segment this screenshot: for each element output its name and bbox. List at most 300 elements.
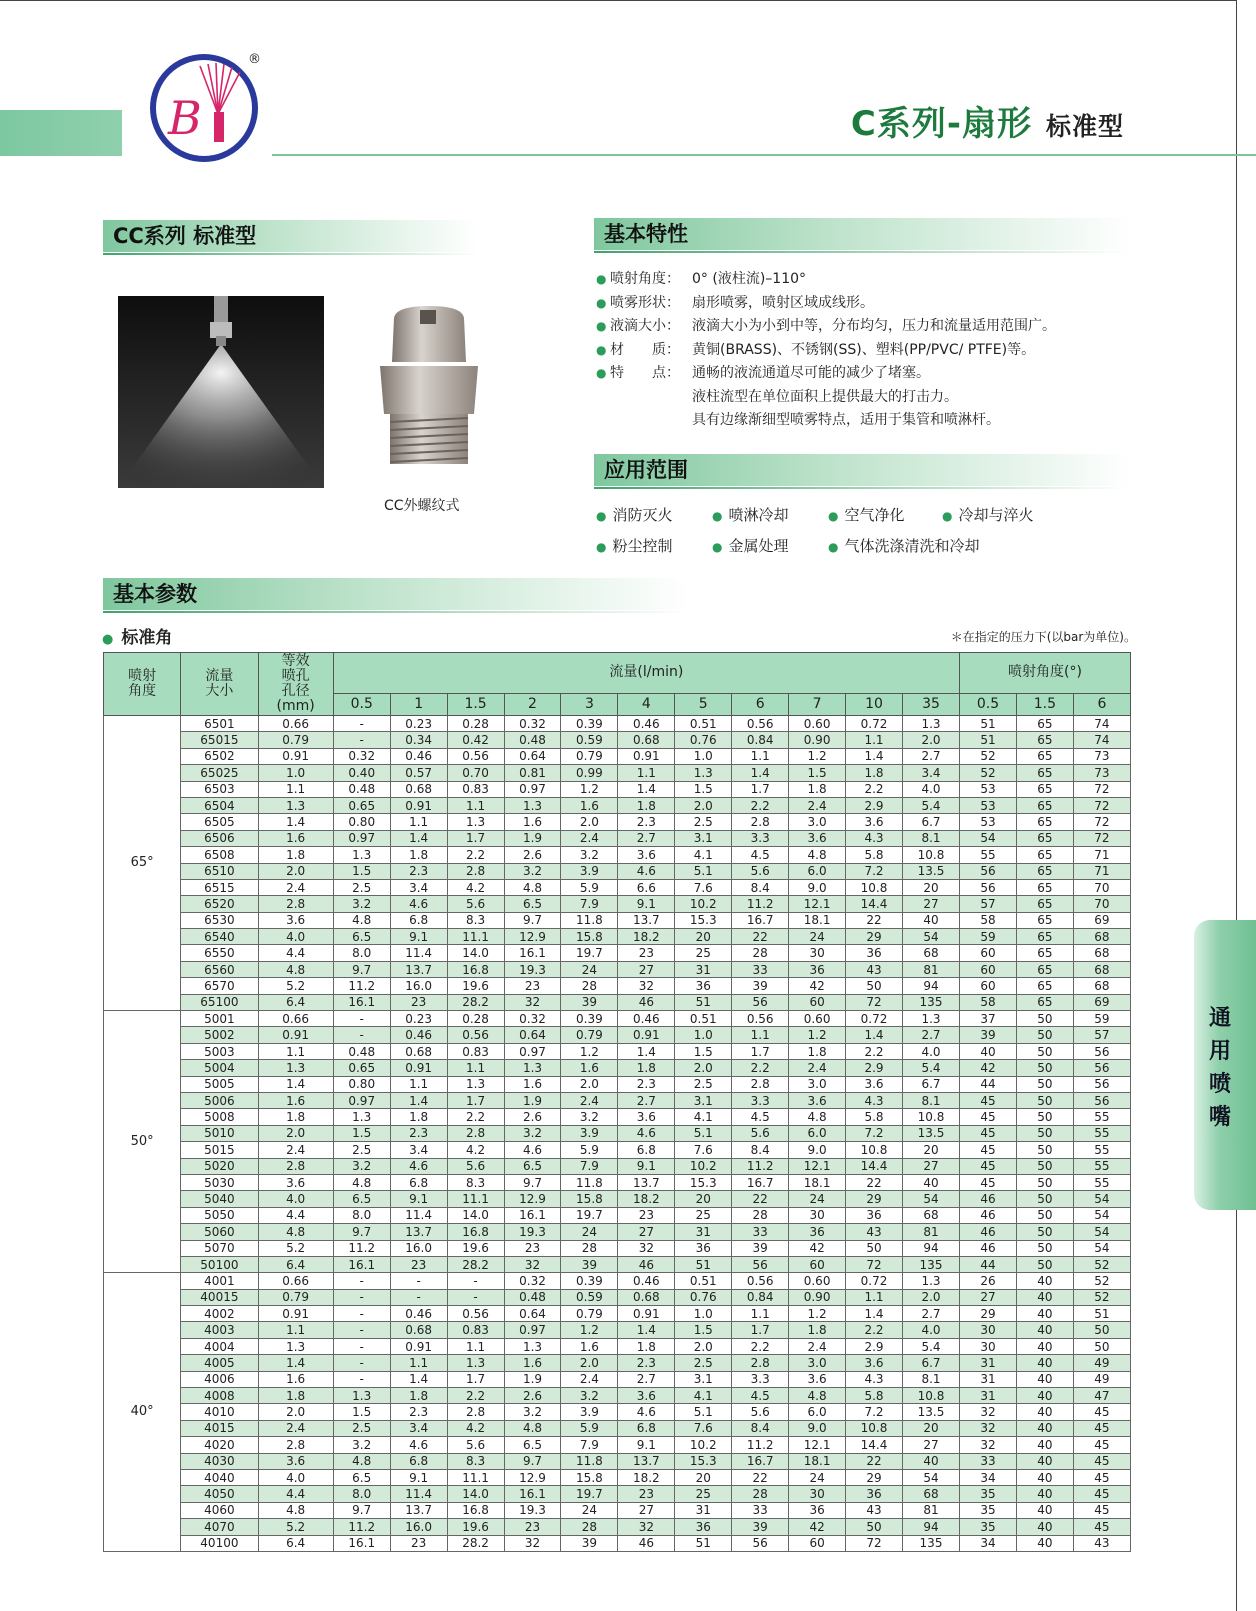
table-cell: 0.80 <box>333 814 390 830</box>
table-cell: 0.28 <box>447 716 504 732</box>
table-row <box>104 797 1131 813</box>
header-angle-group: 喷射角度(°) <box>960 653 1131 694</box>
table-cell: 29 <box>960 1306 1017 1322</box>
table-cell: 5.4 <box>902 1060 959 1076</box>
table-cell: 53 <box>960 797 1017 813</box>
table-cell: 4.2 <box>447 1142 504 1158</box>
table-cell: 10.8 <box>846 879 903 895</box>
table-cell: 0.76 <box>675 1289 732 1305</box>
table-cell: 3.2 <box>504 1125 561 1141</box>
pressure-header: 5 <box>675 693 732 716</box>
table-cell: 65025 <box>181 765 258 781</box>
table-cell: 16.1 <box>333 1535 390 1551</box>
table-cell: 4008 <box>181 1388 258 1404</box>
table-cell: 4.1 <box>675 1388 732 1404</box>
table-cell: 20 <box>902 1142 959 1158</box>
table-cell: 16.7 <box>732 912 789 928</box>
table-row <box>104 879 1131 895</box>
table-cell: 1.6 <box>561 1060 618 1076</box>
table-cell: 50 <box>1016 1142 1073 1158</box>
table-cell: 57 <box>960 896 1017 912</box>
table-cell: 30 <box>789 945 846 961</box>
table-cell: 3.2 <box>561 847 618 863</box>
table-row <box>104 847 1131 863</box>
table-cell: 1.3 <box>902 1273 959 1289</box>
table-cell: 46 <box>618 1535 675 1551</box>
table-cell: 5010 <box>181 1125 258 1141</box>
table-cell: 27 <box>618 961 675 977</box>
table-cell: 4.4 <box>258 1486 333 1502</box>
table-cell: 5.1 <box>675 1125 732 1141</box>
table-cell: 0.83 <box>447 781 504 797</box>
table-cell: 1.5 <box>789 765 846 781</box>
table-cell: 20 <box>675 1469 732 1485</box>
table-cell: 49 <box>1073 1371 1130 1387</box>
table-cell: 1.5 <box>675 1322 732 1338</box>
table-cell: 0.84 <box>732 732 789 748</box>
table-cell: 6.5 <box>504 1437 561 1453</box>
table-cell: 12.9 <box>504 1191 561 1207</box>
header-accent-bar <box>0 110 122 156</box>
table-cell: 81 <box>902 1224 959 1240</box>
table-cell: 56 <box>1073 1060 1130 1076</box>
table-cell: - <box>333 1355 390 1371</box>
table-cell: 2.7 <box>902 1306 959 1322</box>
feature-item: ● 喷雾形状： 扇形喷雾，喷射区域成线形。 <box>596 294 874 311</box>
table-cell: 14.0 <box>447 1207 504 1223</box>
table-cell: 6.0 <box>789 1404 846 1420</box>
table-cell: 3.6 <box>846 814 903 830</box>
table-cell: 40 <box>1016 1453 1073 1469</box>
frame-top-line <box>0 0 1237 1</box>
table-cell: 12.1 <box>789 1158 846 1174</box>
table-cell: 12.9 <box>504 929 561 945</box>
table-cell: 50 <box>1016 1092 1073 1108</box>
spray-angle-cell: 40° <box>104 1273 181 1552</box>
table-cell: 26 <box>960 1273 1017 1289</box>
table-cell: 49 <box>1073 1355 1130 1371</box>
table-cell: - <box>333 1027 390 1043</box>
table-cell: 5.2 <box>258 978 333 994</box>
table-cell: 19.7 <box>561 1207 618 1223</box>
table-cell: 0.48 <box>504 1289 561 1305</box>
table-cell: 6.5 <box>504 896 561 912</box>
table-cell: 0.80 <box>333 1076 390 1092</box>
table-cell: 19.6 <box>447 1240 504 1256</box>
table-cell: 0.91 <box>258 1027 333 1043</box>
section-params: 基本参数 <box>103 578 689 610</box>
table-cell: 1.8 <box>618 1060 675 1076</box>
table-cell: 12.1 <box>789 1437 846 1453</box>
table-cell: 46 <box>960 1207 1017 1223</box>
table-cell: 4.8 <box>333 1174 390 1190</box>
table-cell: 19.3 <box>504 1224 561 1240</box>
table-cell: 5005 <box>181 1076 258 1092</box>
feature-item: ● 材 质： 黄铜(BRASS)、不锈钢(SS)、塑料(PP/PVC/ PTFE)等。 <box>596 341 1036 358</box>
table-cell: 1.6 <box>504 1076 561 1092</box>
table-cell: 11.4 <box>390 1486 447 1502</box>
table-cell: 6.7 <box>902 814 959 830</box>
table-cell: 1.3 <box>504 1338 561 1354</box>
table-cell: 1.8 <box>789 1043 846 1059</box>
table-cell: 74 <box>1073 716 1130 732</box>
table-cell: 0.79 <box>561 1027 618 1043</box>
table-cell: 15.8 <box>561 929 618 945</box>
table-cell: 22 <box>732 1469 789 1485</box>
brand-logo <box>148 52 260 164</box>
table-cell: 1.4 <box>732 765 789 781</box>
table-cell: 0.65 <box>333 797 390 813</box>
table-cell: 68 <box>1073 945 1130 961</box>
table-cell: 2.8 <box>732 1076 789 1092</box>
table-cell: 1.3 <box>333 1109 390 1125</box>
table-cell: 2.5 <box>333 879 390 895</box>
table-cell: 2.5 <box>675 814 732 830</box>
table-row <box>104 1535 1131 1551</box>
table-cell: 0.46 <box>618 716 675 732</box>
table-cell: 10.8 <box>902 1109 959 1125</box>
table-cell: 35 <box>960 1519 1017 1535</box>
table-cell: 20 <box>902 879 959 895</box>
table-cell: 31 <box>960 1388 1017 1404</box>
table-cell: 16.1 <box>333 1256 390 1272</box>
table-row <box>104 1338 1131 1354</box>
table-cell: 3.0 <box>789 1076 846 1092</box>
table-cell: 0.23 <box>390 716 447 732</box>
header-flow-group: 流量(l/min) <box>333 653 959 694</box>
angle-pressure-header: 0.5 <box>960 693 1017 716</box>
table-cell: 2.3 <box>390 863 447 879</box>
table-cell: 15.8 <box>561 1469 618 1485</box>
table-cell: 0.39 <box>561 716 618 732</box>
table-cell: 10.8 <box>846 1420 903 1436</box>
table-cell: 15.3 <box>675 1453 732 1469</box>
table-cell: 1.3 <box>258 797 333 813</box>
pressure-header: 0.5 <box>333 693 390 716</box>
table-cell: 0.48 <box>504 732 561 748</box>
table-cell: 31 <box>675 1502 732 1518</box>
table-cell: 2.0 <box>902 1289 959 1305</box>
table-cell: 8.3 <box>447 1453 504 1469</box>
table-cell: 2.4 <box>258 1420 333 1436</box>
table-cell: 6.7 <box>902 1355 959 1371</box>
table-cell: 0.97 <box>333 1092 390 1108</box>
table-cell: 19.7 <box>561 945 618 961</box>
table-cell: 60 <box>789 1535 846 1551</box>
table-cell: 3.6 <box>618 847 675 863</box>
table-cell: 0.60 <box>789 1011 846 1027</box>
table-cell: 45 <box>1073 1453 1130 1469</box>
table-cell: 0.91 <box>390 797 447 813</box>
table-cell: 71 <box>1073 863 1130 879</box>
table-cell: 27 <box>618 1502 675 1518</box>
table-cell: 40 <box>1016 1420 1073 1436</box>
table-cell: 9.1 <box>390 929 447 945</box>
table-cell: 0.97 <box>504 1322 561 1338</box>
table-cell: 52 <box>960 765 1017 781</box>
table-cell: 4.5 <box>732 1388 789 1404</box>
table-cell: 0.51 <box>675 716 732 732</box>
table-cell: 0.91 <box>390 1338 447 1354</box>
frame-right-line <box>1236 0 1237 1611</box>
side-category-tab[interactable] <box>1194 920 1256 1210</box>
table-cell: 9.1 <box>390 1191 447 1207</box>
table-cell: 9.0 <box>789 1142 846 1158</box>
table-cell: 50 <box>1016 1011 1073 1027</box>
table-cell: 5.9 <box>561 879 618 895</box>
table-cell: 3.1 <box>675 1371 732 1387</box>
table-cell: 46 <box>960 1191 1017 1207</box>
table-cell: 1.2 <box>561 781 618 797</box>
table-cell: 0.99 <box>561 765 618 781</box>
table-cell: 0.60 <box>789 1273 846 1289</box>
table-cell: 27 <box>902 1158 959 1174</box>
table-cell: 1.1 <box>732 748 789 764</box>
table-cell: 2.7 <box>902 1027 959 1043</box>
table-cell: 43 <box>846 1502 903 1518</box>
table-row <box>104 978 1131 994</box>
table-cell: 24 <box>789 929 846 945</box>
table-cell: 1.4 <box>258 1355 333 1371</box>
table-cell: 56 <box>732 1535 789 1551</box>
table-cell: 36 <box>846 1486 903 1502</box>
table-cell: 0.46 <box>618 1273 675 1289</box>
table-cell: 40 <box>1016 1322 1073 1338</box>
table-cell: 5.6 <box>732 1125 789 1141</box>
table-cell: 55 <box>1073 1158 1130 1174</box>
table-cell: 3.4 <box>390 1420 447 1436</box>
table-cell: 1.8 <box>618 1338 675 1354</box>
table-cell: 1.7 <box>447 1371 504 1387</box>
table-cell: 1.7 <box>732 1043 789 1059</box>
table-cell: 69 <box>1073 912 1130 928</box>
table-cell: 4050 <box>181 1486 258 1502</box>
table-cell: 5.8 <box>846 1388 903 1404</box>
table-cell: 32 <box>618 978 675 994</box>
table-cell: 2.2 <box>447 1388 504 1404</box>
table-cell: 45 <box>960 1092 1017 1108</box>
table-cell: 16.8 <box>447 961 504 977</box>
table-cell: 7.2 <box>846 863 903 879</box>
table-cell: 2.4 <box>258 879 333 895</box>
table-cell: 8.1 <box>902 1371 959 1387</box>
table-cell: 2.6 <box>504 1109 561 1125</box>
table-cell: 23 <box>504 978 561 994</box>
table-cell: 0.68 <box>618 1289 675 1305</box>
table-cell: 65 <box>1016 847 1073 863</box>
table-cell: 59 <box>960 929 1017 945</box>
table-cell: 11.4 <box>390 945 447 961</box>
table-cell: 36 <box>846 945 903 961</box>
table-cell: 15.8 <box>561 1191 618 1207</box>
table-row <box>104 1469 1131 1485</box>
table-cell: 15.3 <box>675 1174 732 1190</box>
table-cell: 50 <box>846 1240 903 1256</box>
table-cell: 28 <box>732 1207 789 1223</box>
table-cell: 40 <box>1016 1469 1073 1485</box>
table-cell: 15.3 <box>675 912 732 928</box>
table-cell: 7.6 <box>675 879 732 895</box>
table-row <box>104 1306 1131 1322</box>
table-cell: - <box>447 1289 504 1305</box>
table-cell: 6.5 <box>504 1158 561 1174</box>
pressure-header: 7 <box>789 693 846 716</box>
table-cell: - <box>390 1289 447 1305</box>
table-cell: 4.5 <box>732 847 789 863</box>
table-cell: 1.6 <box>504 814 561 830</box>
table-row <box>104 994 1131 1010</box>
table-cell: 68 <box>902 945 959 961</box>
table-cell: 4.3 <box>846 1092 903 1108</box>
table-cell: 43 <box>846 1224 903 1240</box>
application-item: ● 消防灭火 <box>596 506 673 524</box>
table-cell: 65 <box>1016 781 1073 797</box>
table-cell: 13.5 <box>902 1404 959 1420</box>
table-cell: 3.6 <box>846 1076 903 1092</box>
table-cell: 65 <box>1016 994 1073 1010</box>
table-cell: 3.6 <box>618 1388 675 1404</box>
table-cell: 32 <box>504 1535 561 1551</box>
table-cell: 24 <box>789 1469 846 1485</box>
table-cell: 40 <box>1016 1273 1073 1289</box>
table-cell: 9.0 <box>789 1420 846 1436</box>
table-cell: 0.72 <box>846 1011 903 1027</box>
table-cell: 39 <box>732 1240 789 1256</box>
table-cell: 9.7 <box>333 1224 390 1240</box>
table-cell: 13.7 <box>390 1502 447 1518</box>
table-cell: 16.1 <box>504 1207 561 1223</box>
table-cell: 52 <box>1073 1256 1130 1272</box>
table-cell: 27 <box>618 1224 675 1240</box>
table-cell: 4001 <box>181 1273 258 1289</box>
table-cell: 55 <box>1073 1174 1130 1190</box>
table-cell: 10.2 <box>675 1158 732 1174</box>
table-cell: 1.0 <box>675 1027 732 1043</box>
table-cell: 35 <box>960 1486 1017 1502</box>
table-cell: 1.9 <box>504 1371 561 1387</box>
table-cell: 2.6 <box>504 1388 561 1404</box>
table-cell: 4.1 <box>675 1109 732 1125</box>
table-cell: 0.79 <box>561 1306 618 1322</box>
table-cell: 2.4 <box>561 1092 618 1108</box>
table-cell: 14.4 <box>846 1158 903 1174</box>
table-cell: 0.48 <box>333 1043 390 1059</box>
table-cell: 1.6 <box>258 830 333 846</box>
spray-angle-cell: 65° <box>104 716 181 1011</box>
table-cell: 5.9 <box>561 1142 618 1158</box>
table-cell: 65 <box>1016 912 1073 928</box>
table-cell: 31 <box>960 1355 1017 1371</box>
pressure-header: 1.5 <box>447 693 504 716</box>
table-cell: 22 <box>732 929 789 945</box>
table-cell: 32 <box>618 1240 675 1256</box>
table-row <box>104 781 1131 797</box>
table-cell: 2.3 <box>390 1125 447 1141</box>
table-cell: 1.7 <box>447 830 504 846</box>
table-cell: 0.66 <box>258 1273 333 1289</box>
table-cell: 23 <box>390 994 447 1010</box>
table-cell: 0.91 <box>390 1060 447 1076</box>
table-cell: 54 <box>902 929 959 945</box>
table-cell: 10.8 <box>902 1388 959 1404</box>
table-cell: 45 <box>1073 1420 1130 1436</box>
table-cell: 9.1 <box>618 896 675 912</box>
table-cell: 11.2 <box>333 978 390 994</box>
table-cell: 2.9 <box>846 797 903 813</box>
table-cell: 1.1 <box>390 1076 447 1092</box>
table-cell: 5004 <box>181 1060 258 1076</box>
table-cell: 5.9 <box>561 1420 618 1436</box>
table-cell: 2.0 <box>561 814 618 830</box>
table-cell: 13.7 <box>618 912 675 928</box>
table-cell: 50 <box>1016 1224 1073 1240</box>
table-cell: 4.5 <box>732 1109 789 1125</box>
table-cell: 4.8 <box>258 961 333 977</box>
table-cell: 20 <box>902 1420 959 1436</box>
table-row <box>104 1027 1131 1043</box>
table-cell: 54 <box>1073 1191 1130 1207</box>
table-cell: 0.23 <box>390 1011 447 1027</box>
table-cell: 23 <box>504 1240 561 1256</box>
table-cell: 24 <box>561 1224 618 1240</box>
page-title-sub: 标准型 <box>1045 112 1124 141</box>
table-cell: 4.8 <box>333 1453 390 1469</box>
table-cell: 1.6 <box>258 1371 333 1387</box>
table-cell: 2.8 <box>732 814 789 830</box>
table-cell: 1.0 <box>258 765 333 781</box>
table-row <box>104 1207 1131 1223</box>
table-cell: 14.0 <box>447 1486 504 1502</box>
table-cell: 0.56 <box>732 716 789 732</box>
table-cell: 58 <box>960 994 1017 1010</box>
table-cell: 4.8 <box>789 1388 846 1404</box>
nozzle-part-image <box>376 306 482 466</box>
spec-table <box>103 652 1131 1552</box>
table-cell: 1.0 <box>675 748 732 764</box>
table-cell: 2.2 <box>732 797 789 813</box>
table-cell: 0.64 <box>504 1306 561 1322</box>
table-cell: 1.7 <box>447 1092 504 1108</box>
table-cell: 40 <box>1016 1502 1073 1518</box>
table-cell: 6560 <box>181 961 258 977</box>
table-cell: 1.4 <box>618 1043 675 1059</box>
header-orifice: 等效 喷孔 孔径 (mm) <box>258 653 333 716</box>
table-row <box>104 1519 1131 1535</box>
table-cell: 28.2 <box>447 1256 504 1272</box>
table-cell: 3.2 <box>561 1109 618 1125</box>
table-row <box>104 1125 1131 1141</box>
feature-item: ● 液滴大小： 液滴大小为小到中等，分布均匀，压力和流量适用范围广。 <box>596 318 1056 334</box>
table-cell: 4.0 <box>258 1469 333 1485</box>
feature-item: ● 特 点： 通畅的液流通道尽可能的减少了堵塞。 <box>596 365 930 381</box>
table-cell: 0.46 <box>390 1027 447 1043</box>
table-cell: 2.3 <box>618 1076 675 1092</box>
table-row <box>104 1273 1131 1289</box>
table-cell: - <box>333 716 390 732</box>
table-cell: 4.8 <box>789 847 846 863</box>
table-cell: 3.4 <box>390 879 447 895</box>
table-cell: 1.8 <box>390 847 447 863</box>
table-cell: 94 <box>902 1240 959 1256</box>
table-cell: 12.1 <box>789 896 846 912</box>
table-cell: 36 <box>675 1240 732 1256</box>
table-cell: 0.72 <box>846 1273 903 1289</box>
table-cell: 3.6 <box>618 1109 675 1125</box>
table-cell: 5006 <box>181 1092 258 1108</box>
features-list <box>596 268 1136 433</box>
table-row <box>104 1437 1131 1453</box>
table-cell: 4.8 <box>789 1109 846 1125</box>
